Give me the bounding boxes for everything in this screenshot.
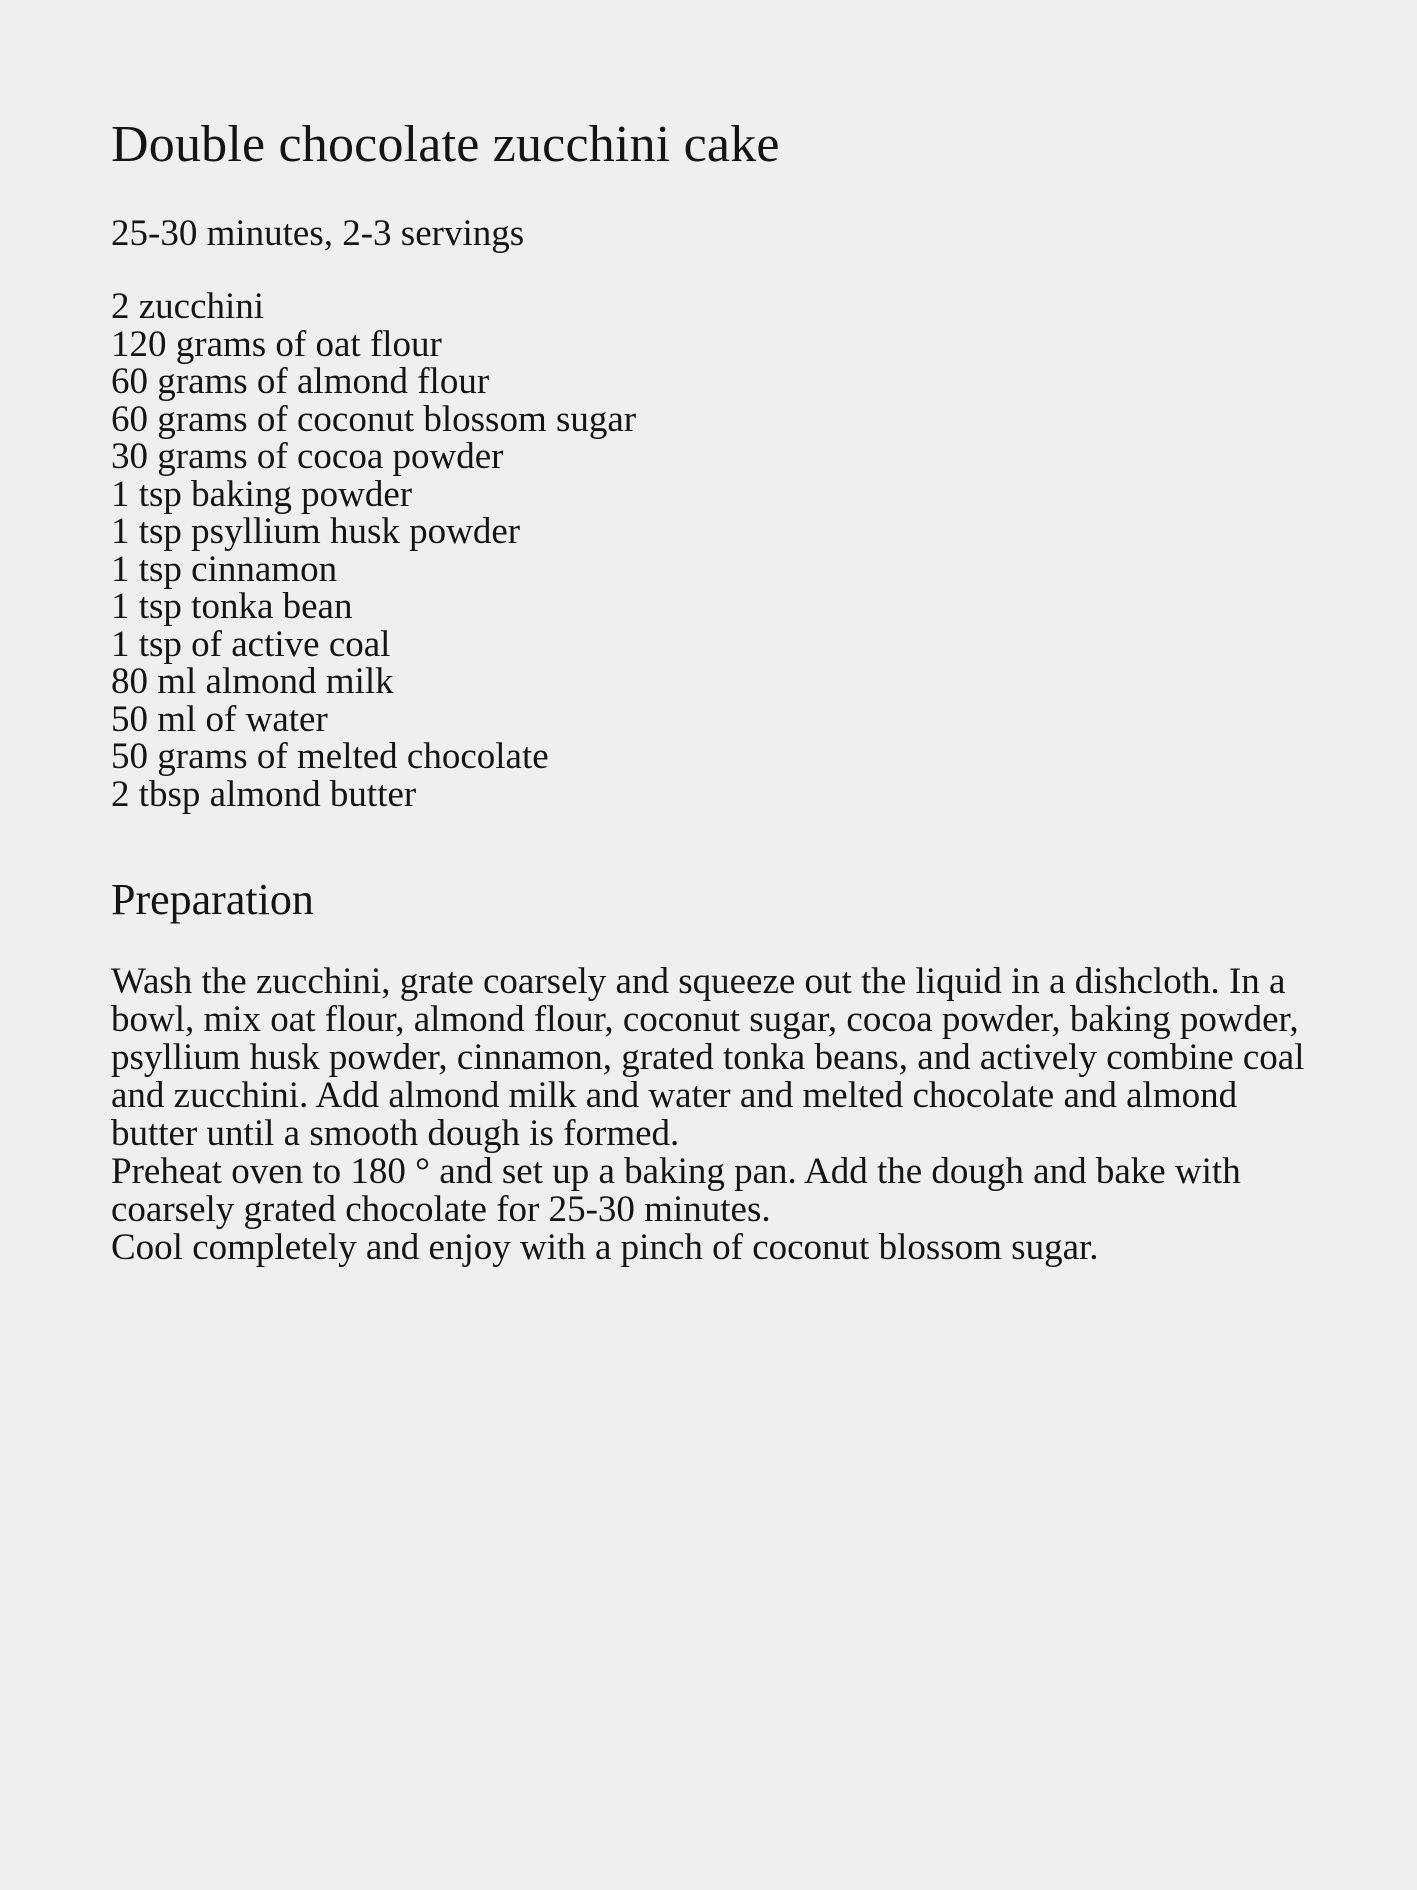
ingredient-item: 50 ml of water	[111, 698, 328, 740]
ingredient-item: 1 tsp psyllium husk powder	[111, 511, 521, 552]
recipe-page	[111, 112, 1331, 1267]
preparation-paragraph: Preheat oven to 180 ° and set up a baking pan. Add the dough and bake with coarsely grated chocolate for 25-30 minutes.	[111, 1151, 1241, 1230]
recipe-title: Double chocolate zucchini cake	[111, 116, 780, 173]
ingredient-item: 50 grams of melted chocolate	[111, 736, 549, 777]
preparation-steps	[111, 963, 1331, 1267]
preparation-heading: Preparation	[111, 875, 314, 924]
ingredient-item: 1 tsp baking powder	[111, 473, 413, 515]
preparation-paragraph: Cool completely and enjoy with a pinch of coconut blossom sugar.	[111, 1227, 1099, 1268]
ingredient-list	[111, 288, 1331, 813]
ingredient-item: 60 grams of coconut blossom sugar	[111, 398, 637, 440]
ingredient-item: 2 tbsp almond butter	[111, 773, 417, 815]
ingredient-item: 1 tsp of active coal	[111, 623, 391, 665]
preparation-paragraph: Wash the zucchini, grate coarsely and squeeze out the liquid in a dishcloth. In a bowl, mix oat flour, almond flour, coconut sugar, cocoa powder, baking powder, psyllium husk powder, cinnamon, grated tonka beans, and actively combine coal and zucchini. Add almond milk and water and melted chocolate and almond butter until a smooth dough is formed.	[111, 961, 1305, 1154]
ingredient-item: 1 tsp tonka bean	[111, 586, 353, 627]
ingredient-item: 30 grams of cocoa powder	[111, 436, 504, 477]
ingredient-item: 2 zucchini	[111, 286, 265, 327]
ingredient-item: 1 tsp cinnamon	[111, 548, 338, 590]
ingredient-item: 60 grams of almond flour	[111, 361, 490, 402]
ingredient-item: 120 grams of oat flour	[111, 323, 442, 365]
recipe-meta: 25-30 minutes, 2-3 servings	[111, 213, 525, 254]
ingredient-item: 80 ml almond milk	[111, 661, 394, 702]
